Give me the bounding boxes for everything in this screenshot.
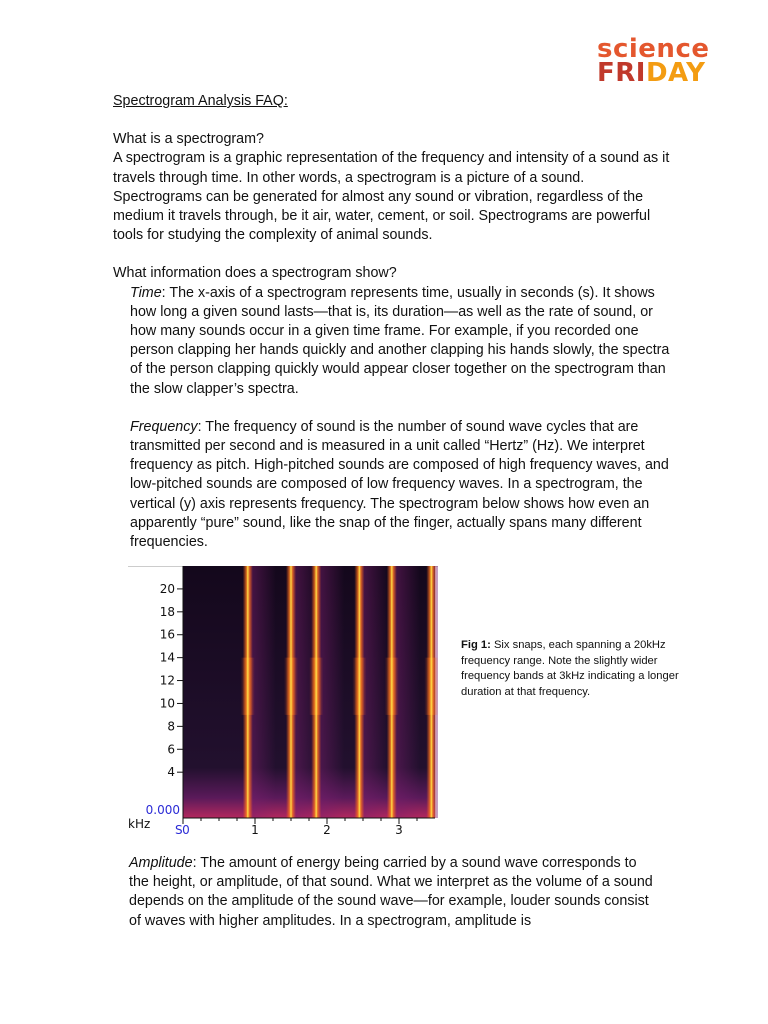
frequency-term: Frequency xyxy=(130,418,198,435)
time-paragraph xyxy=(113,284,673,399)
science-friday-logo xyxy=(597,36,727,86)
x-start-label: S xyxy=(175,823,183,837)
x-tick-label: 0 xyxy=(182,823,190,837)
amplitude-text: : The amount of energy being carried by a sound wave corresponds to the height, or amplitude, of that sound. What we interpret as the volume of a sound depends on the amplitude of the sound wave—for example, louder sounds consist of waves with higher amplitudes. In a spectrogram, amplitude is xyxy=(129,855,653,929)
y-tick-label: 12 xyxy=(159,673,175,688)
y-tick-label: 18 xyxy=(159,604,175,619)
caption-text: Six snaps, each spanning a 20kHz frequency range. Note the slightly wider frequency bands at 3kHz indicating a longer duration at that frequency. xyxy=(461,639,679,698)
figure-caption xyxy=(461,638,681,700)
logo-day: DAY xyxy=(645,58,706,88)
document-body xyxy=(113,92,673,552)
frequency-text: : The frequency of sound is the number of sound wave cycles that are transmitted per second and is measured in a unit called “Hertz” (Hz). We interpret frequency as pitch. High-pitched sounds are composed of high frequency waves, and low-pitched sounds are composed of low frequency waves. In a spectrogram, the vertical (y) axis represents frequency. The spectrogram below shows how even an apparently “pure” sound, like the snap of the finger, actually spans many different frequencies. xyxy=(130,418,669,551)
question-what-is: What is a spectrogram? xyxy=(113,131,264,148)
x-tick-label: 3 xyxy=(395,823,403,837)
y-tick-label: 6 xyxy=(167,742,175,757)
y-tick-label: 10 xyxy=(159,696,175,711)
snap-band-wide xyxy=(241,658,255,715)
y-tick-label: 16 xyxy=(159,627,175,642)
document-title: Spectrogram Analysis FAQ: xyxy=(113,93,288,109)
y-axis-label: kHz xyxy=(128,817,151,831)
snap-band-wide xyxy=(424,658,438,715)
spectrogram-figure xyxy=(128,562,438,840)
amplitude-term: Amplitude xyxy=(129,855,193,871)
snap-band-wide xyxy=(309,658,323,715)
snap-band-wide xyxy=(352,658,366,715)
amplitude-paragraph xyxy=(129,854,659,931)
question-what-info: What information does a spectrogram show? xyxy=(113,265,397,282)
spectrogram-chart xyxy=(128,562,438,840)
y-tick-label: 8 xyxy=(167,719,175,734)
time-term: Time xyxy=(130,284,162,301)
y-zero-label: 0.000 xyxy=(145,803,180,817)
snap-band-wide xyxy=(284,658,298,715)
time-text: : The x-axis of a spectrogram represents time, usually in seconds (s). It shows how long a given sound lasts—that is, its duration—as well as the rate of sound, or how many sounds occur in a given time frame. For example, if you recorded one person clapping her hands quickly and another clapping his hands slowly, the spectra of the person clapping quickly would appear closer together on the spectrogram than the slow clapper’s spectra. xyxy=(130,284,670,397)
snap-band-wide xyxy=(385,658,399,715)
logo-line-science: science xyxy=(597,34,710,64)
y-tick-label: 20 xyxy=(159,581,175,596)
logo-fri: FRI xyxy=(597,58,646,88)
caption-label: Fig 1: xyxy=(461,639,491,651)
x-tick-label: 2 xyxy=(323,823,331,837)
y-tick-label: 4 xyxy=(167,765,175,780)
frequency-paragraph xyxy=(113,418,673,552)
answer-what-is: A spectrogram is a graphic representation of the frequency and intensity of a sound as it travels through time. In other words, a spectrogram is a picture of a sound. Spectrograms can be generated for almost any sound or vibration, regardless of the medium it travels through, be it air, water, cement, or soil. Spectrograms are powerful tools for studying the complexity of animal sounds. xyxy=(113,150,670,244)
x-tick-label: 1 xyxy=(251,823,259,837)
y-tick-label: 14 xyxy=(159,650,175,665)
